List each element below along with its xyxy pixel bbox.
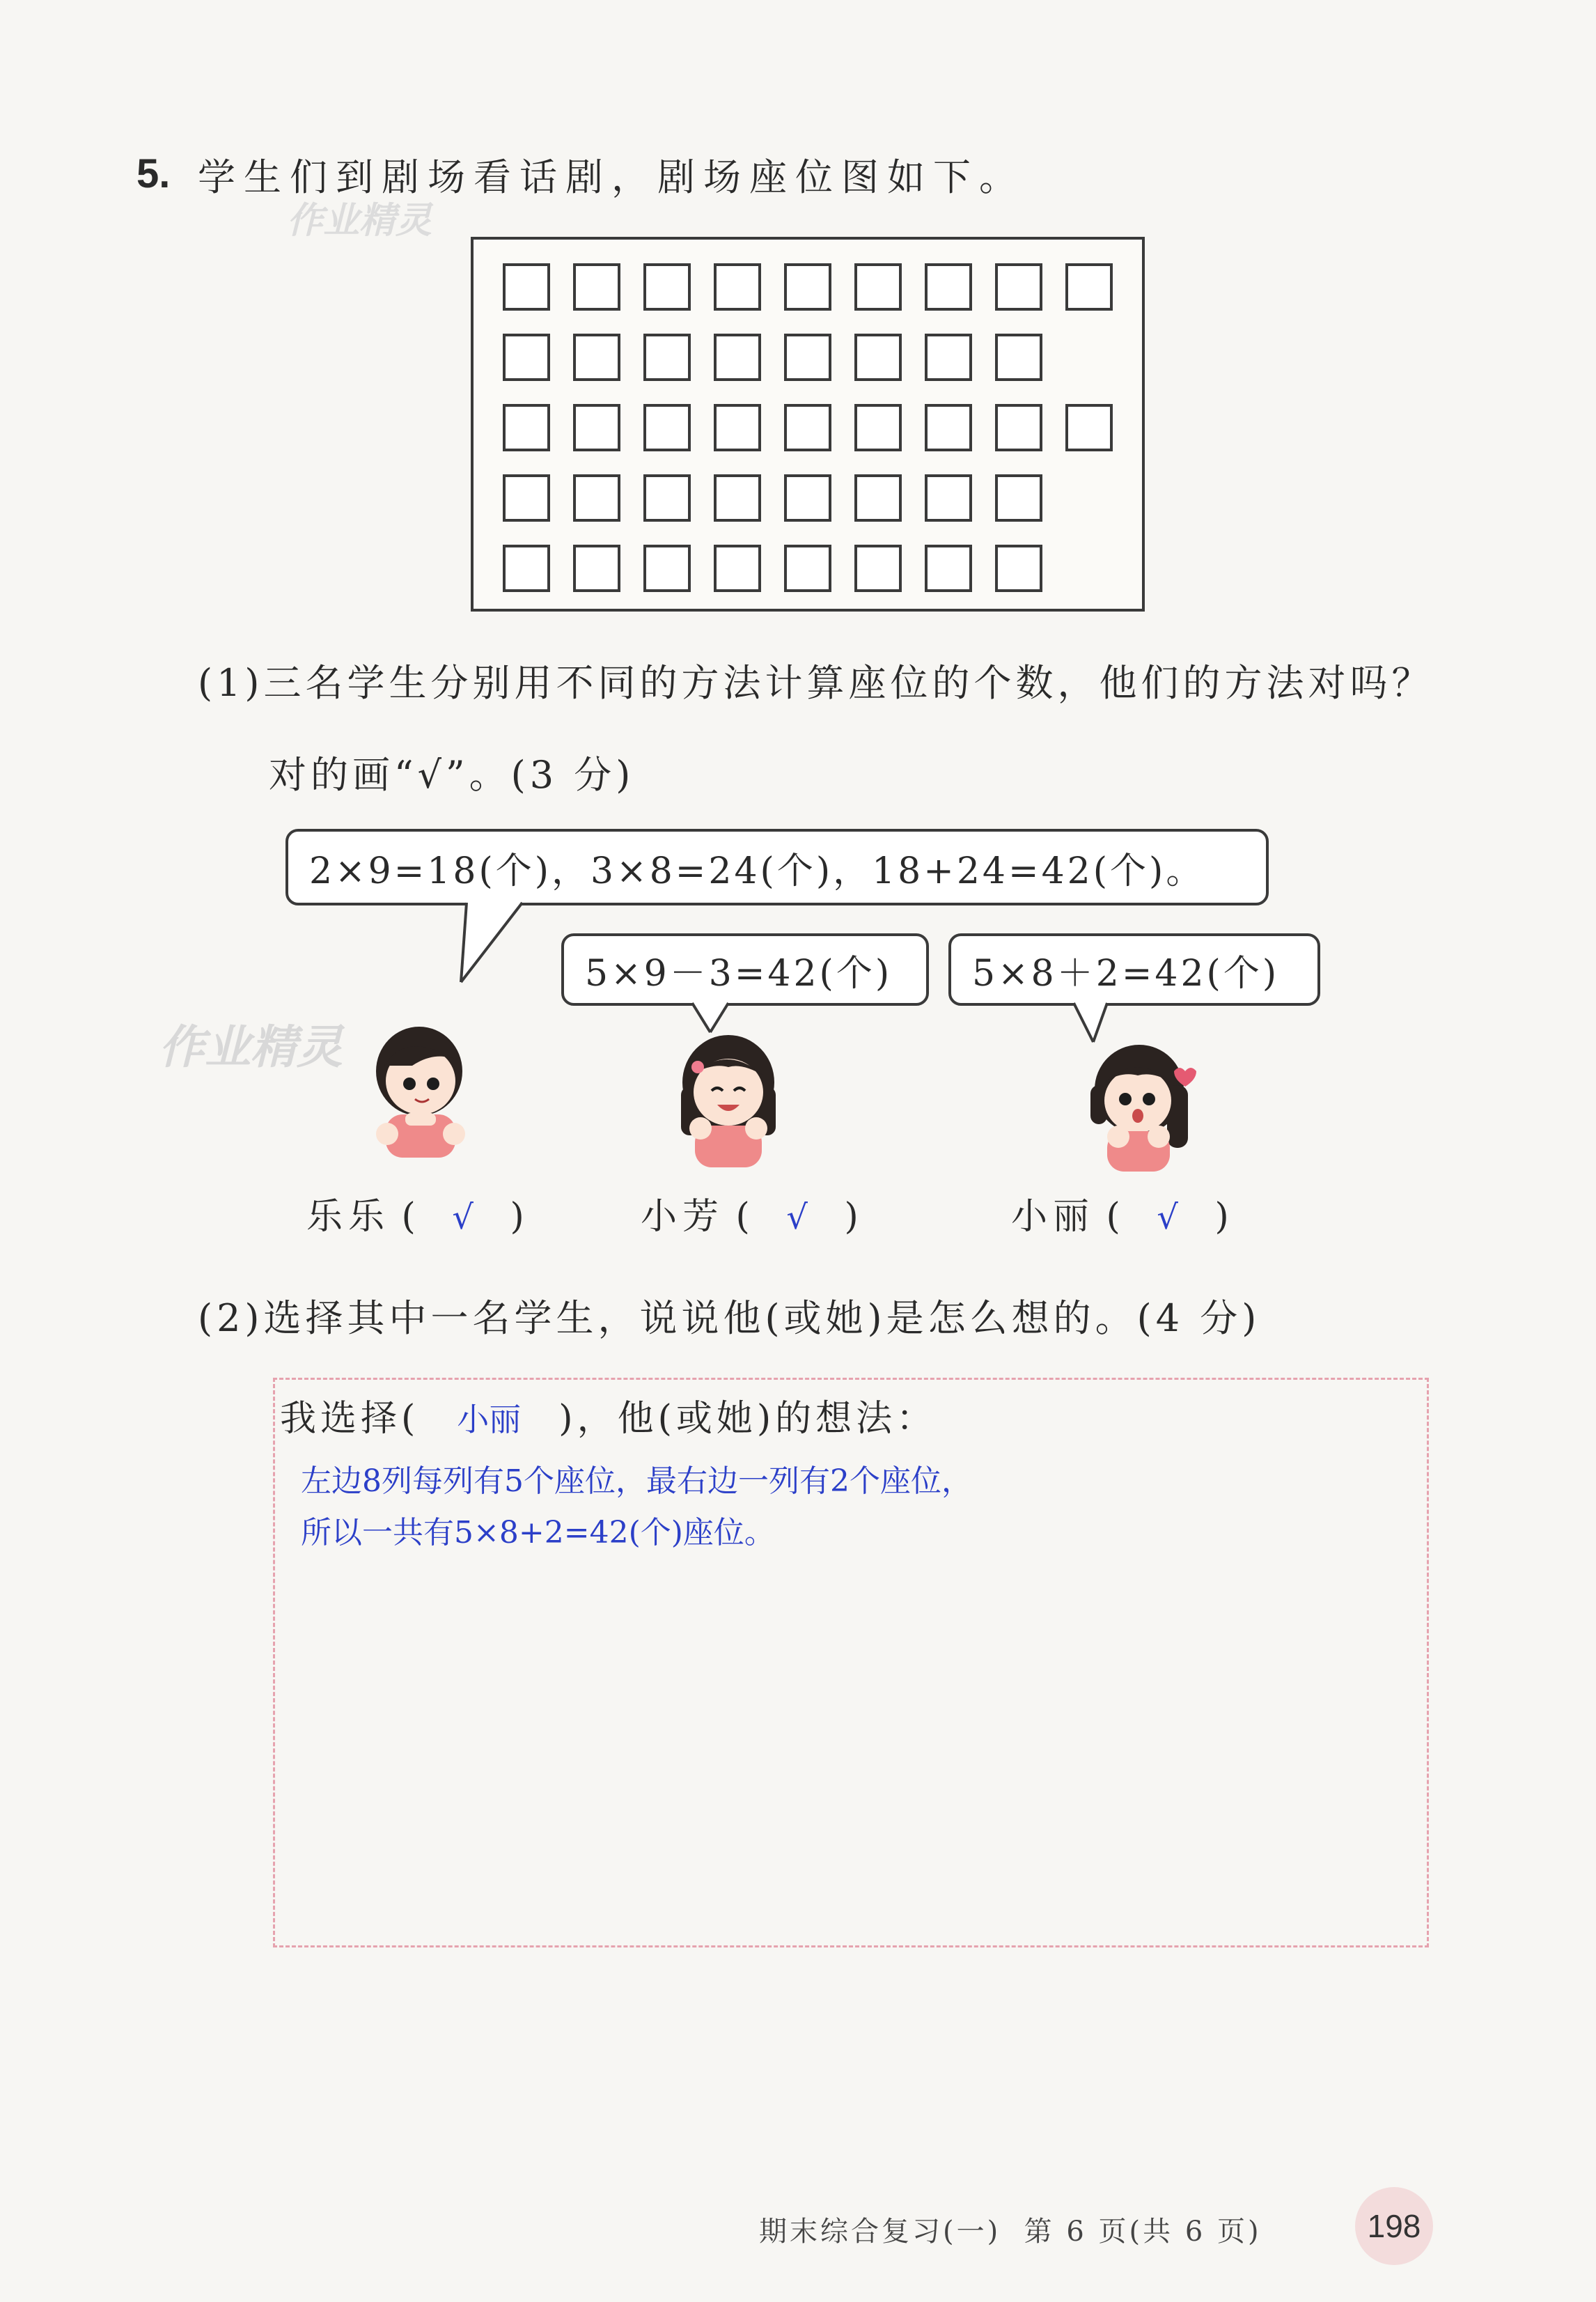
seat-square (714, 334, 761, 381)
student-xiaofang-name: 小芳 (641, 1196, 725, 1238)
seat-square (995, 404, 1042, 451)
seat-square (573, 334, 620, 381)
student-lele (306, 1187, 524, 1239)
seat-square (503, 545, 550, 592)
question-text: 学生们到剧场看话剧，剧场座位图如下。 (198, 155, 1025, 199)
seat-square (714, 474, 761, 522)
bubble-lele (285, 829, 1269, 905)
seat-square (854, 263, 902, 311)
seat-square (925, 474, 972, 522)
seat-square (784, 334, 831, 381)
seat-square (995, 334, 1042, 381)
seat-square (503, 334, 550, 381)
bubble-xiaofang-text: 5×9－3=42(个) (585, 952, 893, 995)
part2-prompt: (2)选择其中一名学生，说说他(或她)是怎么想的。(4 分) (198, 1296, 1261, 1340)
student-xiaofang (641, 1187, 859, 1239)
bubble-lele-text: 2×9=18(个)，3×8=24(个)，18+24=42(个)。 (309, 850, 1205, 892)
seat-square (714, 545, 761, 592)
seat-square (784, 404, 831, 451)
seat-square (925, 263, 972, 311)
seat-square (854, 545, 902, 592)
choose-suffix: )，他(或她)的想法： (558, 1398, 937, 1440)
seat-square (854, 334, 902, 381)
student-lele-mark: √ (452, 1198, 474, 1237)
choose-prefix: 我选择( (280, 1398, 420, 1440)
girl-xiaoli-illustration (1070, 1035, 1209, 1174)
seat-square (573, 404, 620, 451)
seat-square (573, 545, 620, 592)
seat-square (503, 474, 550, 522)
student-xiaofang-open: ( (735, 1196, 750, 1238)
seat-square (784, 545, 831, 592)
student-xiaoli-name: 小丽 (1011, 1196, 1095, 1238)
student-xiaofang-close: ) (844, 1196, 859, 1238)
bubble-lele-tail (453, 901, 529, 985)
bubble-xiaofang (561, 933, 929, 1006)
choose-line (280, 1389, 937, 1441)
seat-square (925, 404, 972, 451)
answer-line-1: 左边8列每列有5个座位，最右边一列有2个座位， (301, 1463, 972, 1499)
seat-square (573, 263, 620, 311)
student-xiaofang-mark: √ (786, 1198, 808, 1237)
seat-square (714, 263, 761, 311)
seat-square (925, 334, 972, 381)
seat-square (643, 474, 691, 522)
seat-square (643, 545, 691, 592)
footer-text: 期末综合复习(一) 第 6 页(共 6 页) (759, 2216, 1262, 2248)
seat-square (573, 474, 620, 522)
bubble-xiaoli-text: 5×8＋2=42(个) (972, 952, 1280, 995)
student-lele-open: ( (401, 1196, 416, 1238)
watermark-top: 作业精灵 (287, 200, 432, 242)
seat-square (503, 263, 550, 311)
seat-chart (471, 237, 1145, 612)
seat-square (784, 263, 831, 311)
seat-square (1065, 263, 1113, 311)
seat-square (503, 404, 550, 451)
question-number: 5. (136, 151, 171, 196)
page-number-badge (1355, 2187, 1433, 2265)
chosen-student: 小丽 (457, 1401, 522, 1438)
seat-square (784, 474, 831, 522)
part1-prompt-line1: (1)三名学生分别用不同的方法计算座位的个数，他们的方法对吗？ (198, 661, 1434, 705)
seat-square (643, 404, 691, 451)
seat-square (925, 545, 972, 592)
student-xiaoli (1011, 1187, 1229, 1239)
student-xiaoli-mark: √ (1157, 1198, 1178, 1237)
seat-square (1065, 404, 1113, 451)
seat-square (854, 474, 902, 522)
student-lele-close: ) (510, 1196, 524, 1238)
seat-square (854, 404, 902, 451)
part1-prompt-line2: 对的画“√”。(3 分) (269, 753, 635, 797)
seat-square (995, 545, 1042, 592)
seat-square (995, 263, 1042, 311)
seat-square (643, 334, 691, 381)
boy-lele-illustration (357, 1017, 482, 1163)
girl-xiaofang-illustration (659, 1024, 798, 1170)
answer-line-2: 所以一共有5×8+2=42(个)座位。 (301, 1515, 775, 1550)
watermark-middle: 作业精灵 (159, 1020, 343, 1074)
seat-square (714, 404, 761, 451)
page-number: 198 (1367, 2208, 1421, 2244)
seat-square (995, 474, 1042, 522)
seat-square (643, 263, 691, 311)
student-xiaoli-close: ) (1214, 1196, 1229, 1238)
student-lele-name: 乐乐 (306, 1196, 391, 1238)
student-xiaoli-open: ( (1106, 1196, 1120, 1238)
bubble-xiaoli (948, 933, 1320, 1006)
